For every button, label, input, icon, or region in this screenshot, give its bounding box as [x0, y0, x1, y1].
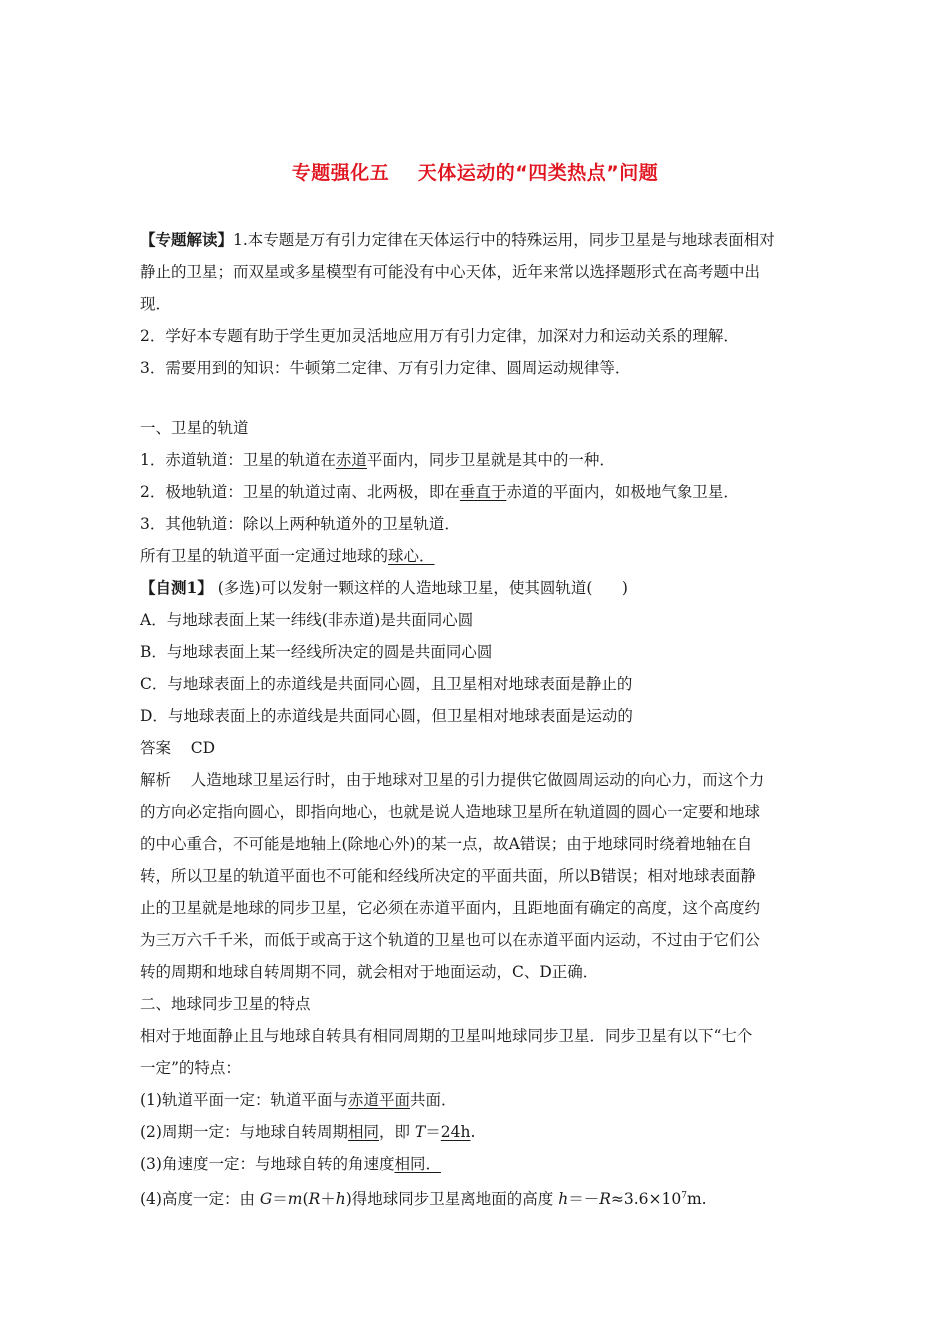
blank-answer: 垂直于 — [459, 483, 507, 501]
exponent: 7 — [681, 1191, 687, 1201]
option-b: B．与地球表面上某一经线所决定的圆是共面同心圆 — [140, 643, 493, 661]
intro-line-1: 【专题解读】1.本专题是万有引力定律在天体运行中的特殊运用，同步卫星是与地球表面相对 — [140, 230, 775, 249]
feature-period: (2)周期一定：与地球自转周期相同，即 T＝24h. — [140, 1123, 476, 1141]
feature-height: (4)高度一定：由 G＝m(R＋h)得地球同步卫星离地面的高度 $h=-R\approx 3.6\times 10^7m$. — [140, 1190, 707, 1209]
explanation-line-1: 解析 人造地球卫星运行时，由于地球对卫星的引力提供它做圆周运动的向心力，而这个力 — [140, 771, 765, 789]
explanation-line-5: 止的卫星就是地球的同步卫星，它必须在赤道平面内，且距地面有确定的高度，这个高度约 — [140, 899, 761, 917]
explanation-line-3: 的中心重合，不可能是地轴上(除地心外)的某一点，故A错误；由于地球同时绕着地轴在自 — [140, 835, 753, 853]
question-tag: 【自测1】 — [140, 578, 213, 597]
orbit-item-equatorial: 1．赤道轨道：卫星的轨道在赤道平面内，同步卫星就是其中的一种． — [140, 451, 615, 469]
blank-answer: 赤道 — [335, 451, 367, 469]
blank-answer: 相同． — [394, 1155, 441, 1173]
orbit-item-other: 3．其他轨道：除以上两种轨道外的卫星轨道． — [140, 515, 460, 533]
blank-answer: 赤道平面 — [347, 1091, 410, 1109]
sync-intro-line-2: 一定”的特点： — [140, 1059, 241, 1077]
feature-angular-velocity: (3)角速度一定：与地球自转的角速度相同． — [140, 1155, 441, 1173]
intro-tag: 【专题解读】 — [140, 230, 234, 249]
intro-line-3: 现． — [140, 295, 172, 313]
explanation-line-4: 转，所以卫星的轨道平面也不可能和经线所决定的平面共面，所以B错误；相对地球表面静 — [140, 867, 756, 885]
orbit-summary: 所有卫星的轨道平面一定通过地球的球心． — [140, 547, 435, 565]
section-heading-orbits: 一、卫星的轨道 — [140, 419, 249, 437]
sync-intro-line-1: 相对于地面静止且与地球自转具有相同周期的卫星叫地球同步卫星．同步卫星有以下“七个 — [140, 1027, 753, 1045]
intro-line-4: 2．学好本专题有助于学生更加灵活地应用万有引力定律，加深对力和运动关系的理解． — [140, 327, 739, 345]
option-c: C．与地球表面上的赤道线是共面同心圆，且卫星相对地球表面是静止的 — [140, 675, 633, 693]
blank-answer: 球心． — [388, 547, 435, 565]
option-d: D．与地球表面上的赤道线是共面同心圆，但卫星相对地球表面是运动的 — [140, 707, 633, 725]
question-stem: 【自测1】 (多选)可以发射一颗这样的人造地球卫星，使其圆轨道( ) — [140, 578, 628, 597]
blank-answer: 相同 — [347, 1123, 379, 1141]
page-title: 专题强化五 天体运动的“四类热点”问题 — [291, 162, 659, 184]
explanation-line-7: 转的周期和地球自转周期不同，就会相对于地面运动，C、D正确． — [140, 963, 599, 981]
explanation-line-6: 为三万六千千米，而低于或高于这个轨道的卫星也可以在赤道平面内运动，不过由于它们公 — [140, 931, 761, 949]
intro-line-2: 静止的卫星；而双星或多星模型有可能没有中心天体，近年来常以选择题形式在高考题中出 — [140, 263, 761, 281]
section-heading-sync: 二、地球同步卫星的特点 — [140, 995, 311, 1013]
orbit-item-polar: 2．极地轨道：卫星的轨道过南、北两极，即在垂直于赤道的平面内，如极地气象卫星． — [140, 483, 739, 501]
blank-answer: 24h — [440, 1123, 471, 1141]
feature-orbit-plane: (1)轨道平面一定：轨道平面与赤道平面共面． — [140, 1091, 457, 1109]
answer-line: 答案 CD — [140, 739, 215, 757]
intro-line-5: 3．需要用到的知识：牛顿第二定律、万有引力定律、圆周运动规律等． — [140, 359, 631, 377]
option-a: A．与地球表面上某一纬线(非赤道)是共面同心圆 — [140, 611, 474, 629]
explanation-line-2: 的方向必定指向圆心，即指向地心，也就是说人造地球卫星所在轨道圆的圆心一定要和地球 — [140, 803, 761, 821]
